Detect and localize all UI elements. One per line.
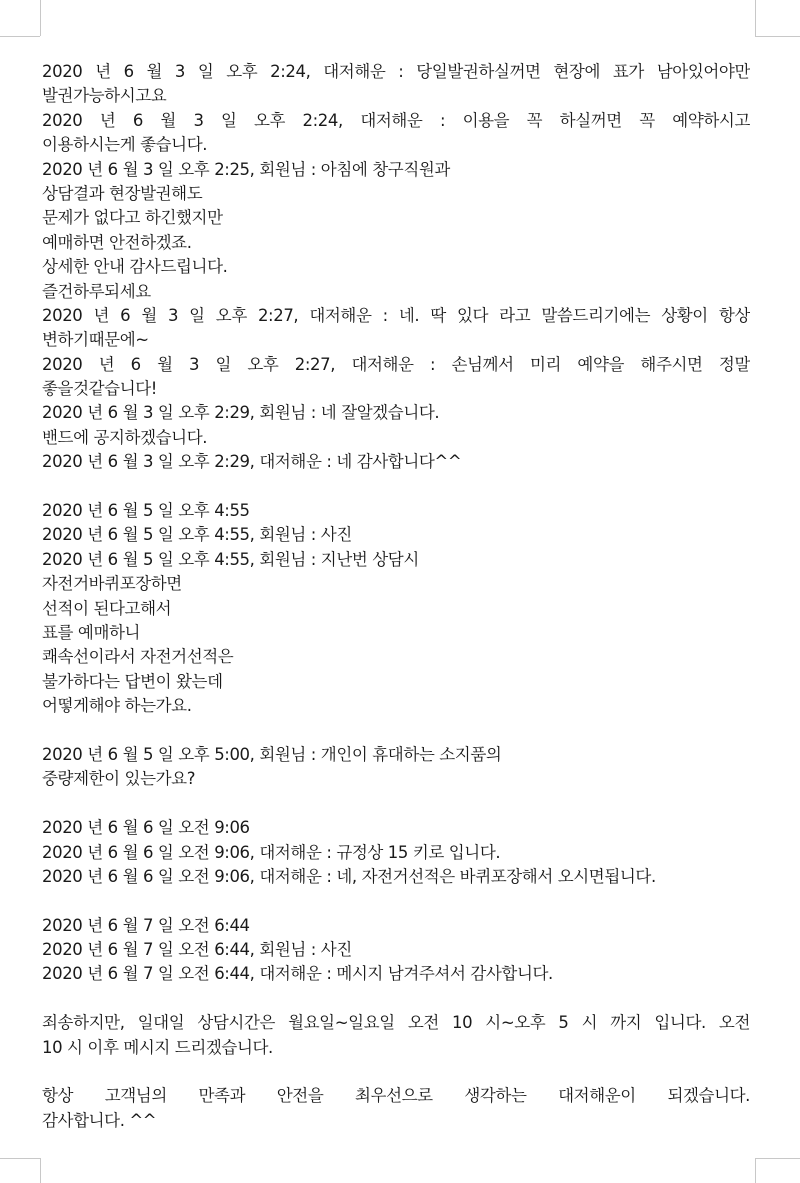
crop-mark-top-right xyxy=(755,0,756,36)
text-line: 예매하면 안전하겠죠. xyxy=(42,232,192,252)
text-line: 죄송하지만, 일대일 상담시간은 월요일~일요일 오전 10 시~오후 5 시 까지 입니다. 오전 xyxy=(42,1013,750,1033)
text-line: 2020 년 6 월 7 일 오전 6:44, 대저해운 : 메시지 남겨주셔서 감사합니다. xyxy=(42,964,553,984)
text-line: 문제가 없다고 하긴했지만 xyxy=(42,208,223,228)
text-line: 상세한 안내 감사드립니다. xyxy=(42,257,228,277)
text-line: 즐건하루되세요 xyxy=(42,281,151,301)
text-line: 이용하시는게 좋습니다. xyxy=(42,135,208,155)
text-line: 자전거바퀴포장하면 xyxy=(42,574,182,594)
text-line: 항상 고객님의 만족과 안전을 최우선으로 생각하는 대저해운이 되겠습니다. xyxy=(42,1086,750,1106)
text-line: 발권가능하시고요 xyxy=(42,86,167,106)
text-line: 2020 년 6 월 6 일 오전 9:06, 대저해운 : 규정상 15 키로 입니다. xyxy=(42,842,501,862)
text-line: 2020 년 6 월 3 일 오후 2:27, 대저해운 : 네. 딱 있다 라고 말씀드리기에는 상황이 항상 xyxy=(42,305,750,325)
text-line: 밴드에 공지하겠습니다. xyxy=(42,427,208,447)
text-line: 변하기때문에~ xyxy=(42,330,149,350)
text-line: 상담결과 현장발권해도 xyxy=(42,183,203,203)
text-line: 어떻게해야 하는가요. xyxy=(42,696,192,716)
text-line: 쾌속선이라서 자전거선적은 xyxy=(42,647,234,667)
text-line: 2020 년 6 월 3 일 오후 2:29, 회원님 : 네 잘알겠습니다. xyxy=(42,403,440,423)
text-line: 2020 년 6 월 3 일 오후 2:25, 회원님 : 아침에 창구직원과 xyxy=(42,159,450,179)
text-line: 좋을것같습니다! xyxy=(42,379,157,399)
text-line: 2020 년 6 월 5 일 오후 5:00, 회원님 : 개인이 휴대하는 소지품의 xyxy=(42,744,502,764)
crop-mark-bottom-left xyxy=(40,1158,41,1183)
blank-line xyxy=(42,792,750,816)
text-line: 2020 년 6 월 6 일 오전 9:06, 대저해운 : 네, 자전거선적은 바퀴포장해서 오시면됩니다. xyxy=(42,866,656,886)
crop-mark-bottom-left-h xyxy=(0,1158,40,1159)
text-line: 2020 년 6 월 3 일 오후 2:24, 대저해운 : 당일발권하실꺼면 현장에 표가 남아있어야만 xyxy=(42,62,750,81)
text-line: 감사합니다. ^^ xyxy=(42,1110,157,1130)
text-line: 2020 년 6 월 7 일 오전 6:44, 회원님 : 사진 xyxy=(42,940,352,960)
crop-mark-bottom-right xyxy=(755,1158,756,1183)
text-line: 2020 년 6 월 7 일 오전 6:44 xyxy=(42,915,250,935)
text-line: 선적이 된다고해서 xyxy=(42,598,172,618)
text-line: 2020 년 6 월 3 일 오후 2:29, 대저해운 : 네 감사합니다^^ xyxy=(42,452,462,472)
crop-mark-bottom-right-h xyxy=(755,1158,800,1159)
text-line: 2020 년 6 월 5 일 오후 4:55, 회원님 : 사진 xyxy=(42,525,352,545)
blank-line xyxy=(42,719,750,743)
text-line: 10 시 이후 메시지 드리겠습니다. xyxy=(42,1037,273,1057)
blank-line xyxy=(42,889,750,913)
crop-mark-top-left xyxy=(40,0,41,36)
crop-mark-top-right-h xyxy=(755,36,800,37)
blank-line xyxy=(42,475,750,499)
text-line: 불가하다는 답변이 왔는데 xyxy=(42,671,223,691)
text-line: 2020 년 6 월 5 일 오후 4:55 xyxy=(42,501,250,521)
text-line: 2020 년 6 월 3 일 오후 2:24, 대저해운 : 이용을 꼭 하실꺼면 꼭 예약하시고 xyxy=(42,110,750,130)
blank-line xyxy=(42,987,750,1011)
text-line: 표를 예매하니 xyxy=(42,622,141,642)
blank-line xyxy=(42,1060,750,1084)
chat-transcript-document xyxy=(42,60,750,1133)
text-line: 2020 년 6 월 3 일 오후 2:27, 대저해운 : 손님께서 미리 예약을 해주시면 정말 xyxy=(42,354,750,374)
text-line: 중량제한이 있는가요? xyxy=(42,769,196,789)
text-line: 2020 년 6 월 6 일 오전 9:06 xyxy=(42,818,250,838)
crop-mark-top-left-h xyxy=(0,36,40,37)
text-line: 2020 년 6 월 5 일 오후 4:55, 회원님 : 지난번 상담시 xyxy=(42,549,419,569)
